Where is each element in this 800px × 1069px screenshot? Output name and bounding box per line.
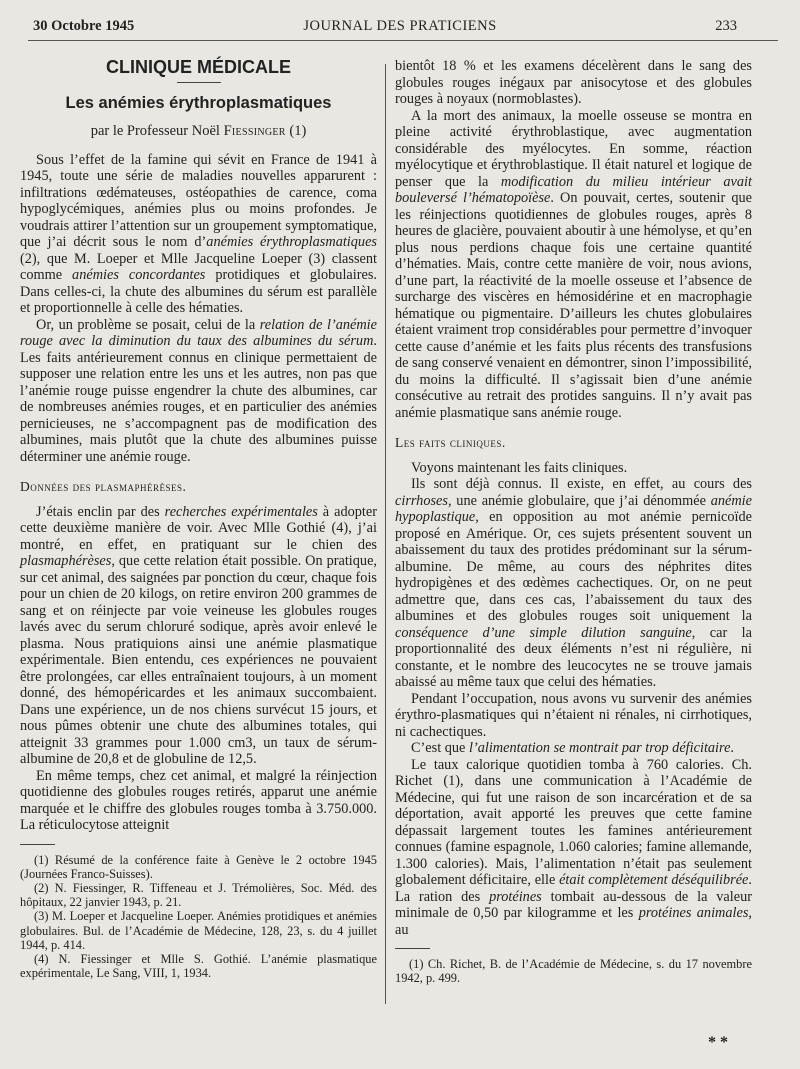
left-column (20, 55, 377, 980)
footnote-3: (3) M. Loeper et Jacqueline Loeper. Anémies protidiques et anémies globulaires. Bul. de l’Académie de Médecine, 128, 23, s. du 4 juillet 1944, p. 414. (20, 909, 377, 952)
section-title: CLINIQUE MÉDICALE (105, 57, 291, 77)
footnote-rule (20, 844, 55, 845)
paragraph-cirrhoses: Ils sont déjà connus. Il existe, en effet, au cours des cirrhoses, une anémie globulaire, que j’ai dénommée anémie hypoplastique, en opposition au mot anémie pernicoïde proposé en Amérique. Or, ces sujets présentent souvent un abaissement du taux des protides prédominant sur la sérum-albumine. De même, au cours des néphrites dites hydropigènes et des œdèmes cachectiques. Or, on ne peut admettre que, dans ces cas, l’abaissement du taux des albumines et des globules rouges soit uniquement la conséquence d’une simple dilution sanguine, car la proportionnalité des deux éléments n’est ni régulière, ni constante, et le nombre des leucocytes ne se trouve jamais abaissé au même taux que celui des hématies. (395, 476, 752, 690)
ornament: * * (708, 1034, 728, 1051)
paragraph-experiments: J’étais enclin par des recherches expérimentales à adopter cette deuxième manière de voir. Avec Mlle Gothié (4), j’ai montré, en effet, en pratiquant sur le chien des plasmaphérèses, que cette relation était possible. On pratique, sur cet animal, des saignées par ponction du cœur, chaque fois pour un chien de 20 kilogs, on retire environ 200 grammes de sang et on réinjecte par voie veineuse les globules rouges lavés avec du serum chloruré sodique, après avoir enlevé le plasma. Nous pratiquions ainsi une anémie plasmatique expérimentale. Bien entendu, ces expériences ne pouvaient être prolongées, car elles entraînaient toujours, à un moment donné, des hémopéricardes et les animaux succombaient. Dans une expérience, un de nos chiens survécut 15 jours, et nous pûmes obtenir une chute des albumines totales, qui atteignit 33 grammes pour 1.000 cm3, un taux de sérum-albumine de 20,8 et de globuline de 12,5. (20, 503, 377, 767)
paragraph-anemia-result: En même temps, chez cet animal, et malgré la réinjection quotidienne des globules rouges retirés, apparut une anémie marquée et le chiffre des globules rouges tomba à 3.750.000. La réticulocytose atteignit (20, 767, 377, 833)
byline-author: Fiessinger (223, 123, 286, 139)
header-journal-title: JOURNAL DES PRATICIENS (303, 18, 497, 34)
paragraph-intro: Sous l’effet de la famine qui sévit en France de 1941 à 1945, toute une série de maladies nouvelles apparurent : infiltrations œdémateuses, ostéopathies de carence, coma hypoglycémiques, anémies plus ou moins profondes. Je voudrais attirer l’attention sur un groupement symptomatique, que j’ai décrit sous le nom d’anémies érythroplasmatiques (2), que M. Loeper et Mlle Jacqueline Loeper (3) classent comme anémies concordantes protidiques et globulaires. Dans celles-ci, la chute des albumines du sérum est parallèle et proportionnelle à celle des hématies. (20, 151, 377, 316)
footnote-2: (2) N. Fiessinger, R. Tiffeneau et J. Trémolières, Soc. Méd. des hôpitaux, 22 janvier 1943, p. 21. (20, 880, 377, 910)
right-column (395, 58, 752, 985)
byline (20, 123, 377, 140)
byline-footnote-ref: (1) (285, 123, 307, 139)
paragraph-calories: Le taux calorique quotidien tomba à 760 calories. Ch. Richet (1), dans une communication à l’Académie de Médecine, qui fut une raison de son incarcération et de sa déportation, avait apporté les preuves que cette famine dépassait largement toutes les famines antérieurement connues (famine espagnole, 1.060 calories; famine allemande, 1.300 calories). Mais, l’alimentation n’était pas seulement globalement déficitaire, elle était complètement déséquilibrée. La ration des protéines tombait au-dessous de la valeur minimale de 0,50 par kilogramme et les protéines animales, au (395, 756, 752, 938)
footnote-rule-right (395, 948, 430, 949)
page-header (0, 0, 800, 40)
paragraph-continuation: bientôt 18 % et les examens décelèrent dans le sang des globules rouges inégaux par anisocytose et des globules rouges à noyaux (normoblastes). (395, 58, 752, 107)
footnote-1: (1) Résumé de la conférence faite à Genève le 2 octobre 1945 (Journées Franco-Suisses). (20, 852, 377, 881)
footnote-richet: (1) Ch. Richet, B. de l’Académie de Médecine, s. du 17 novembre 1942, p. 499. (395, 957, 752, 986)
paragraph-problem: Or, un problème se posait, celui de la relation de l’anémie rouge avec la diminution du taux des albumines du sérum. Les faits antérieurement connus en clinique permettaient de supposer une relation entre les uns et les autres, non pas que l’anémie rouge puisse engendrer la chute des albumines, car de nombreuses anémies rouges, et en particulier des anémies pernicieuses, ne s’accompagnent pas de modification des albumines, mais plutôt que la chute des albumines puisse déterminer une anémie rouge. (20, 316, 377, 465)
paragraph-clinical-intro: Voyons maintenant les faits cliniques. (411, 459, 628, 476)
header-page-number: 233 (715, 18, 737, 34)
byline-prefix: par le Professeur Noël (90, 123, 224, 139)
column-divider (385, 64, 386, 1004)
article-title: Les anémies érythroplasmatiques (65, 93, 332, 112)
footnote-4: (4) N. Fiessinger et Mlle S. Gothié. L’anémie plasmatique expérimentale, Le Sang, VIII, 1, 1934. (20, 951, 377, 981)
paragraph-alimentation: C’est que l’alimentation se montrait par trop déficitaire. (411, 740, 734, 756)
header-date: 30 Octobre 1945 (33, 18, 135, 34)
footnotes-right (395, 957, 752, 985)
subheading-plasmapheresis: Données des plasmaphérèses. (20, 479, 187, 494)
subheading-clinical-facts: Les faits cliniques. (395, 435, 506, 450)
header-rule (28, 40, 778, 41)
section-rule (177, 82, 221, 83)
paragraph-occupation: Pendant l’occupation, nous avons vu survenir des anémies érythro-plasmatiques qui n’étaient ni rénales, ni cirrhotiques, ni cachectiques. (395, 690, 752, 740)
footnotes-left (20, 853, 377, 981)
paragraph-bone-marrow: A la mort des animaux, la moelle osseuse se montra en pleine activité érythroblastique, avec augmentation considérable des myélocytes. En somme, réaction myélocytique et érythroblastique. Il était naturel et logique de penser que la modification du milieu intérieur avait bouleversé l’hématopoïèse. On pouvait, certes, soutenir que les réinjections quotidiennes de globules rouges, après 8 heures de glacière, pouvaient aboutir à une hémolyse, et qu’en plus nous perdions chaque fois une certaine quantité d’hématies. Mais, contre cette manière de voir, nous avions, d’une part, la réactivité de la moelle osseuse et l’absence de surcharge des viscères en hémosidérine et en macrophagie hématique ou pigmentaire. D’ailleurs les chutes globulaires étaient vraiment trop considérables pour permettre d’invoquer cette cause d’anémie et les faits plus récents des transfusions de sang conservé venaient en démontrer, sinon l’impossibilité, du moins la difficulté. Il s’agissait bien d’une anémie consécutive au retrait des protides sanguins. Il n’y avait pas anémie plasmatique sans anémie rouge. (395, 107, 752, 421)
